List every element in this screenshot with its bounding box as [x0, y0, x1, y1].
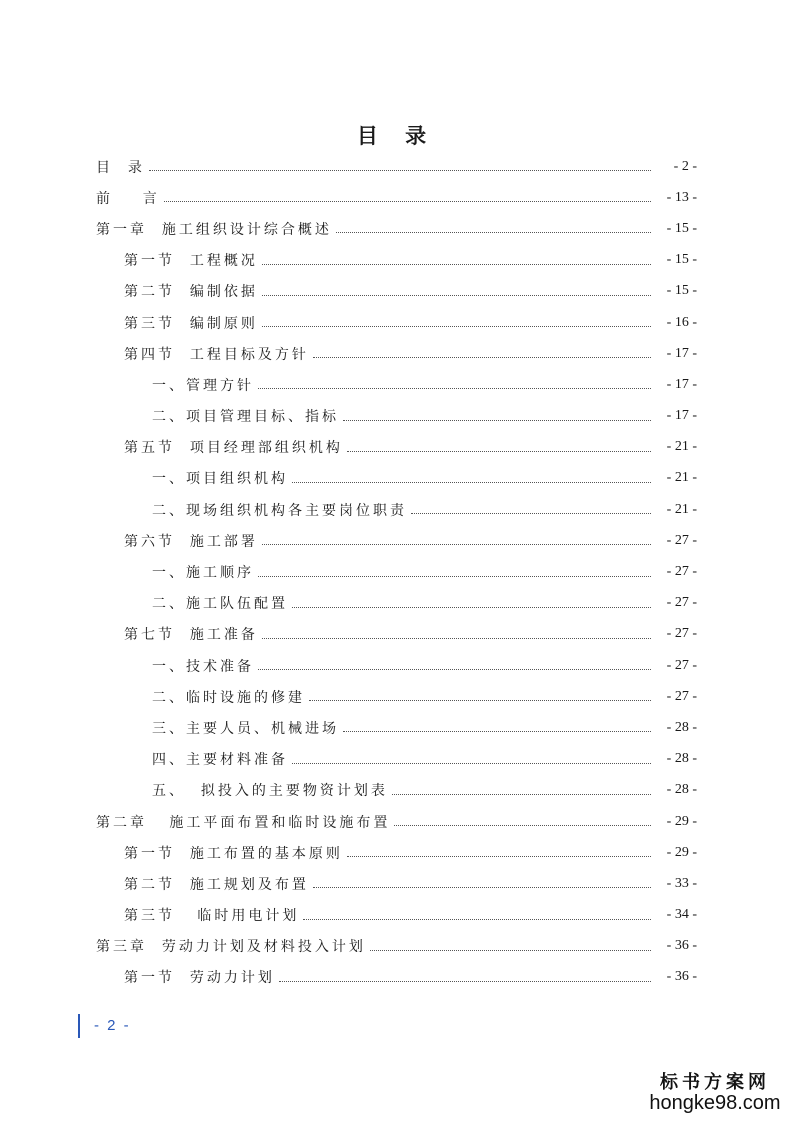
toc-entry-page: - 21 -	[666, 470, 697, 486]
toc-dot-leader	[149, 170, 651, 171]
toc-entry-page: - 21 -	[666, 439, 697, 455]
toc-entry[interactable]	[0, 775, 793, 806]
watermark	[640, 1068, 790, 1115]
toc-entry[interactable]	[0, 401, 793, 432]
toc-entry-label: 一、管理方针	[152, 377, 254, 394]
toc-dot-leader	[394, 825, 651, 826]
toc-entry[interactable]	[0, 744, 793, 775]
toc-entry[interactable]	[0, 837, 793, 868]
toc-dot-leader	[262, 326, 651, 327]
toc-entry[interactable]	[0, 245, 793, 276]
toc-dot-leader	[258, 669, 651, 670]
toc-dot-leader	[343, 731, 651, 732]
toc-entry[interactable]	[0, 463, 793, 494]
toc-entry-page: - 2 -	[673, 158, 697, 174]
toc-entry-label: 第五节 项目经理部组织机构	[124, 440, 343, 457]
toc-dot-leader	[411, 513, 651, 514]
toc-dot-leader	[164, 201, 651, 202]
toc-entry-page: - 15 -	[666, 220, 697, 236]
toc-title: 目 录	[356, 124, 437, 148]
toc-dot-leader	[262, 638, 651, 639]
toc-entry-page: - 33 -	[666, 875, 697, 891]
toc-dot-leader	[262, 264, 651, 265]
toc-entry[interactable]	[0, 525, 793, 556]
toc-dot-leader	[292, 482, 651, 483]
toc-entry[interactable]	[0, 931, 793, 962]
toc-dot-leader	[303, 919, 651, 920]
toc-entry-page: - 16 -	[666, 314, 697, 330]
toc-entry-page: - 17 -	[666, 376, 697, 392]
toc-dot-leader	[279, 981, 651, 982]
toc-entry-page: - 13 -	[666, 189, 697, 205]
toc-dot-leader	[258, 388, 651, 389]
toc-entry-page: - 27 -	[666, 626, 697, 642]
toc-entry[interactable]	[0, 182, 793, 213]
toc-entry-page: - 29 -	[666, 813, 697, 829]
page-number: - 2 -	[78, 1014, 131, 1038]
toc-entry-page: - 34 -	[666, 907, 697, 923]
toc-entry[interactable]	[0, 806, 793, 837]
toc-entry-page: - 15 -	[666, 283, 697, 299]
toc-entry-label: 第二节 施工规划及布置	[124, 876, 309, 893]
toc-list	[0, 151, 793, 993]
toc-entry-page: - 27 -	[666, 595, 697, 611]
toc-dot-leader	[262, 544, 651, 545]
toc-entry-page: - 29 -	[666, 844, 697, 860]
toc-entry[interactable]	[0, 962, 793, 993]
toc-dot-leader	[347, 451, 651, 452]
toc-entry[interactable]	[0, 556, 793, 587]
toc-dot-leader	[313, 357, 651, 358]
toc-entry-page: - 36 -	[666, 938, 697, 954]
watermark-url: hongke98.com	[649, 1092, 781, 1114]
toc-entry[interactable]	[0, 338, 793, 369]
toc-entry-label: 第二节 编制依据	[124, 284, 258, 301]
toc-entry-label: 第三章 劳动力计划及材料投入计划	[96, 939, 366, 956]
toc-entry-label: 第一节 施工布置的基本原则	[124, 845, 343, 862]
toc-entry[interactable]	[0, 494, 793, 525]
toc-dot-leader	[258, 576, 651, 577]
toc-entry-page: - 15 -	[666, 252, 697, 268]
toc-entry[interactable]	[0, 213, 793, 244]
toc-entry-label: 第一节 劳动力计划	[124, 970, 275, 987]
toc-entry[interactable]	[0, 151, 793, 182]
toc-dot-leader	[343, 420, 651, 421]
toc-entry-page: - 28 -	[666, 751, 697, 767]
toc-dot-leader	[262, 295, 651, 296]
toc-entry-page: - 17 -	[666, 345, 697, 361]
toc-dot-leader	[309, 700, 651, 701]
toc-dot-leader	[336, 232, 651, 233]
toc-entry[interactable]	[0, 681, 793, 712]
toc-entry-label: 目 录	[96, 159, 145, 176]
toc-dot-leader	[347, 856, 651, 857]
toc-entry[interactable]	[0, 712, 793, 743]
toc-entry[interactable]	[0, 432, 793, 463]
toc-entry-page: - 21 -	[666, 501, 697, 517]
toc-entry-label: 一、施工顺序	[152, 565, 254, 582]
toc-entry-label: 一、技术准备	[152, 658, 254, 675]
toc-entry[interactable]	[0, 900, 793, 931]
toc-entry-label: 二、现场组织机构各主要岗位职责	[152, 502, 407, 519]
toc-entry-page: - 27 -	[666, 564, 697, 580]
toc-dot-leader	[313, 887, 651, 888]
toc-entry-label: 第一章 施工组织设计综合概述	[96, 221, 332, 238]
toc-dot-leader	[292, 763, 651, 764]
toc-dot-leader	[292, 607, 651, 608]
toc-dot-leader	[392, 794, 651, 795]
toc-entry-label: 五、 拟投入的主要物资计划表	[152, 783, 388, 800]
toc-entry[interactable]	[0, 868, 793, 899]
toc-entry-page: - 28 -	[666, 782, 697, 798]
toc-entry-label: 前 言	[96, 190, 160, 207]
toc-entry-page: - 28 -	[666, 719, 697, 735]
toc-entry-label: 第三节 临时用电计划	[124, 908, 300, 925]
toc-entry[interactable]	[0, 619, 793, 650]
toc-entry-label: 第七节 施工准备	[124, 627, 258, 644]
toc-entry-label: 一、项目组织机构	[152, 471, 288, 488]
toc-entry-page: - 27 -	[666, 657, 697, 673]
toc-entry[interactable]	[0, 276, 793, 307]
toc-entry-page: - 27 -	[666, 688, 697, 704]
toc-entry[interactable]	[0, 369, 793, 400]
watermark-text: 标书方案网	[660, 1072, 770, 1093]
toc-entry-label: 第一节 工程概况	[124, 253, 258, 270]
toc-entry-label: 第三节 编制原则	[124, 315, 258, 332]
toc-entry-label: 第四节 工程目标及方针	[124, 346, 309, 363]
toc-dot-leader	[370, 950, 651, 951]
toc-entry-label: 第二章 施工平面布置和临时设施布置	[96, 814, 391, 831]
toc-entry-label: 二、项目管理目标、指标	[152, 409, 339, 426]
toc-entry[interactable]	[0, 307, 793, 338]
toc-entry-label: 第六节 施工部署	[124, 533, 258, 550]
toc-entry-label: 二、施工队伍配置	[152, 596, 288, 613]
toc-entry-page: - 36 -	[666, 969, 697, 985]
toc-entry-label: 二、临时设施的修建	[152, 689, 305, 706]
toc-entry-page: - 17 -	[666, 408, 697, 424]
toc-entry-page: - 27 -	[666, 532, 697, 548]
toc-entry-label: 三、主要人员、机械进场	[152, 720, 339, 737]
toc-entry[interactable]	[0, 650, 793, 681]
toc-entry-label: 四、主要材料准备	[152, 752, 288, 769]
toc-entry[interactable]	[0, 588, 793, 619]
